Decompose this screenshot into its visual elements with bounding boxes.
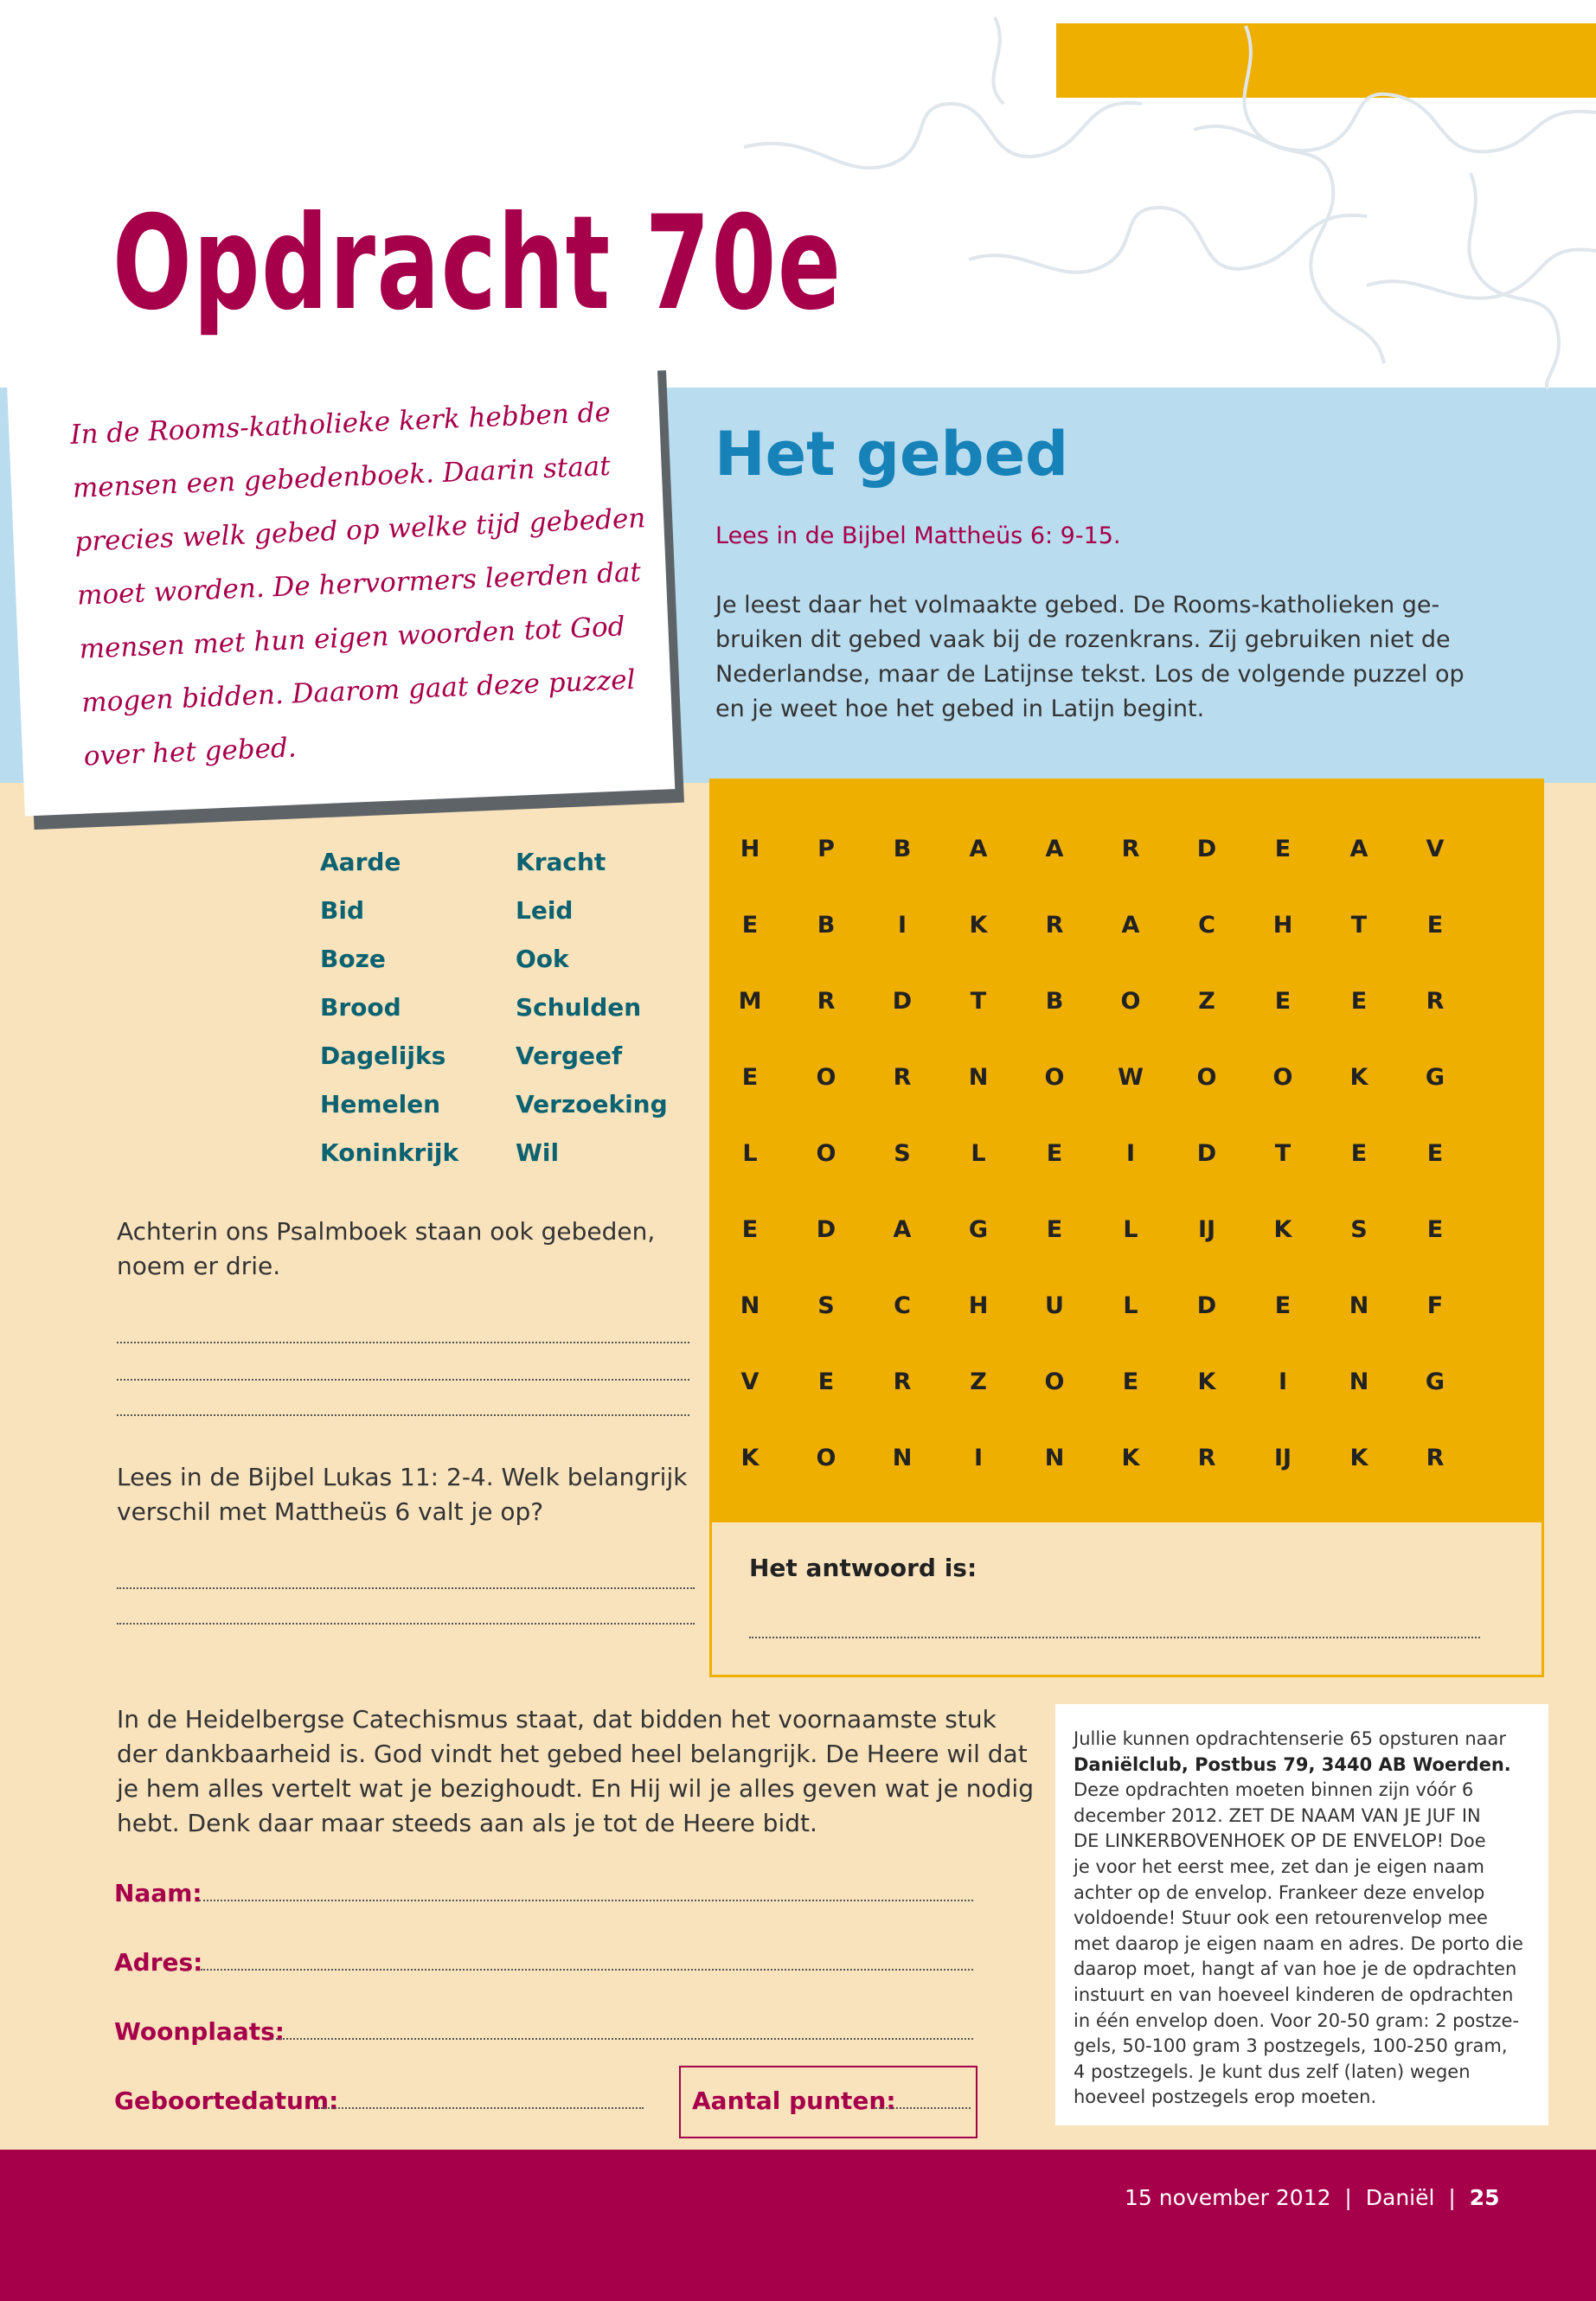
grid-cell[interactable]: S [1350,1216,1368,1243]
grid-cell[interactable]: R [893,1064,912,1091]
footer-bar [0,2150,1596,2301]
question-line: Lees in de Bijbel Lukas 11: 2-4. Welk belangrijk [117,1463,688,1491]
info-line: instuurt en van hoeveel kinderen de opdrachten [1074,1984,1514,2005]
page-number: 25 [1469,2185,1500,2210]
grid-cell[interactable]: D [1196,836,1217,862]
note-text [69,383,682,784]
grid-cell[interactable]: D [816,1216,836,1243]
grid-cell[interactable]: E [1274,1292,1292,1319]
word-list-item: Dagelijks [320,1042,446,1070]
word-list-item: Aarde [320,848,401,876]
info-line: Jullie kunnen opdrachtenserie 65 opsturen naar [1074,1728,1507,1749]
grid-cell[interactable]: I [1125,1140,1136,1167]
grid-cell[interactable]: R [1197,1445,1216,1471]
grid-cell[interactable]: E [1274,836,1292,862]
grid-cell[interactable]: G [968,1216,989,1243]
closing-line: je hem alles vertelt wat je bezighoudt. En Hij wil je alles geven wat je nodig [117,1774,1034,1803]
section-title: Het gebed [715,419,1069,490]
question-line: noem er drie. [117,1252,281,1280]
grid-cell[interactable]: E [1046,1140,1063,1167]
info-line: voldoende! Stuur ook een retourenvelop mee [1074,1907,1488,1929]
answer-line-5[interactable] [117,1623,695,1625]
grid-cell[interactable]: G [1425,1064,1445,1091]
info-line: in één envelop doen. Voor 20-50 gram: 2 postze- [1074,2009,1520,2031]
grid-cell[interactable]: T [970,988,987,1015]
grid-cell[interactable]: Z [970,1368,987,1395]
grid-cell[interactable]: K [1197,1368,1216,1395]
grid-cell[interactable]: N [1349,1368,1369,1395]
grid-cell[interactable]: O [1272,1064,1293,1091]
answer-line-2[interactable] [117,1379,689,1381]
grid-cell[interactable]: N [968,1064,989,1091]
grid-cell[interactable]: O [816,1445,836,1471]
answer-label: Het antwoord is: [749,1554,977,1582]
note-line: moet worden. De hervormers leerden dat [76,556,642,612]
note-line: In de Rooms-katholieke kerk hebben de [69,396,612,451]
grid-cell[interactable]: U [1045,1292,1064,1319]
grid-cell[interactable]: R [1426,1445,1445,1471]
bible-reference: Lees in de Bijbel Mattheüs 6: 9-15. [715,522,1121,549]
grid-cell[interactable]: H [968,1292,989,1319]
grid-cell[interactable]: I [973,1445,984,1471]
name-label: Naam: [114,1879,202,1907]
grid-cell[interactable]: B [817,912,836,939]
grid-cell[interactable]: V [1426,836,1445,862]
answer-input-line[interactable] [749,1637,1480,1638]
word-list-item: Koninkrijk [320,1138,459,1167]
grid-cell[interactable]: L [971,1140,986,1167]
grid-cell[interactable]: A [969,836,988,862]
footer-separator: | [1441,2185,1463,2210]
word-list-item: Vergeef [516,1042,623,1070]
points-field[interactable] [875,2107,971,2109]
city-label: Woonplaats: [114,2017,285,2046]
grid-cell[interactable]: N [1349,1292,1369,1319]
grid-cell[interactable]: N [892,1445,913,1471]
intro-line: en je weet hoe het gebed in Latijn begint. [715,695,1205,722]
grid-cell[interactable]: R [1045,912,1064,939]
word-list-item: Boze [320,945,386,973]
grid-cell[interactable]: D [1196,1292,1217,1319]
footer-separator: | [1337,2185,1359,2210]
grid-cell[interactable]: C [1198,912,1215,939]
note-line: over het gebed. [83,732,298,772]
intro-line: bruiken dit gebed vaak bij de rozenkrans. Zij gebruiken niet de [715,626,1451,653]
grid-cell[interactable]: E [1426,1216,1444,1243]
note-line: precies welk gebed op welke tijd gebeden [74,503,646,558]
word-list-item: Hemelen [320,1090,441,1118]
address-label: Adres: [114,1948,203,1977]
grid-cell[interactable]: O [1120,988,1141,1015]
birthdate-label: Geboortedatum: [114,2086,339,2115]
word-list-item: Kracht [516,848,606,876]
info-address [1074,1753,1536,1779]
closing-line: In de Heidelbergse Catechismus staat, dat bidden het voornaamste stuk [117,1705,997,1734]
grid-cell[interactable]: I [897,912,907,939]
info-line: DE LINKERBOVENHOEK OP DE ENVELOP! Doe [1074,1830,1486,1852]
grid-cell[interactable]: E [1426,912,1444,939]
grid-cell[interactable]: C [894,1292,911,1319]
info-line: met daarop je eigen naam en adres. De porto die [1074,1932,1523,1954]
grid-cell[interactable]: L [1123,1292,1138,1319]
question-luke [117,1460,714,1529]
grid-cell[interactable]: T [1350,912,1368,939]
grid-cell[interactable]: A [1045,836,1064,862]
word-list-item: Verzoeking [516,1090,668,1118]
info-line: gels, 50-100 gram 3 postzegels, 100-250 gram, [1074,2035,1508,2057]
puzzle-pattern-decoration [709,0,1596,389]
info-address-text: Daniëlclub, Postbus 79, 3440 AB Woerden. [1074,1753,1511,1775]
question-line: Achterin ons Psalmboek staan ook gebeden, [117,1217,656,1246]
grid-cell[interactable]: E [741,1216,759,1243]
grid-cell[interactable]: O [816,1064,836,1091]
answer-line-3[interactable] [117,1414,689,1416]
grid-cell[interactable]: IJ [1197,1216,1216,1243]
grid-cell[interactable]: E [1274,988,1292,1015]
grid-cell[interactable]: O [1196,1064,1217,1091]
info-line: hoeveel postzegels erop moeten. [1074,2086,1377,2108]
note-line: mensen een gebedenboek. Daarin staat [72,450,612,504]
address-field[interactable] [201,1969,973,1971]
grid-cell[interactable]: M [738,988,762,1015]
info-line: je voor het eerst mee, zet dan je eigen naam [1074,1856,1484,1877]
name-field[interactable] [199,1900,973,1901]
grid-cell[interactable]: E [1426,1140,1444,1167]
closing-text [117,1702,1034,1841]
grid-cell[interactable]: K [1349,1064,1368,1091]
grid-cell[interactable]: Z [1198,988,1215,1015]
grid-cell[interactable]: I [1278,1368,1288,1395]
info-line: december 2012. ZET DE NAAM VAN JE JUF IN [1074,1804,1481,1826]
word-list-item: Ook [516,945,569,973]
grid-cell[interactable]: D [1196,1140,1217,1167]
answer-line-1[interactable] [117,1342,689,1343]
info-line: Deze opdrachten moeten binnen zijn vóór 6 [1074,1779,1474,1801]
note-line: mensen met hun eigen woorden tot God [78,611,626,665]
grid-cell[interactable]: D [892,988,913,1015]
grid-cell[interactable]: T [1274,1140,1292,1167]
word-list-item: Brood [320,993,401,1022]
grid-cell[interactable]: K [740,1445,760,1471]
answer-line-4[interactable] [117,1587,695,1589]
city-field[interactable] [272,2038,973,2040]
grid-cell[interactable]: E [741,912,759,939]
grid-cell[interactable]: R [817,988,836,1015]
footer-text [1125,2185,1500,2210]
grid-cell[interactable]: O [816,1140,836,1167]
grid-cell[interactable]: K [1273,1216,1292,1243]
birthdate-field[interactable] [318,2107,644,2109]
grid-cell[interactable]: O [1044,1064,1065,1091]
grid-cell[interactable]: A [1349,836,1368,862]
grid-cell[interactable]: F [1426,1292,1444,1319]
grid-cell[interactable]: G [1425,1368,1445,1395]
grid-cell[interactable]: B [1045,988,1064,1015]
question-psalms [117,1215,705,1284]
grid-cell[interactable]: R [1426,988,1445,1015]
grid-cell[interactable]: K [1121,1445,1140,1471]
grid-cell[interactable]: E [1046,1216,1063,1243]
grid-cell[interactable]: N [740,1292,760,1319]
grid-cell[interactable]: K [1349,1445,1368,1471]
page-title: Opdracht 70e [112,189,843,339]
grid-cell[interactable]: A [1121,912,1140,939]
note-line: mogen bidden. Daarom gaat deze puzzel [80,663,637,719]
intro-line: Je leest daar het volmaakte gebed. De Rooms-katholieken ge- [715,592,1440,619]
grid-cell[interactable]: H [740,836,760,862]
grid-cell[interactable]: E [741,1064,759,1091]
grid-cell[interactable]: H [1272,912,1293,939]
grid-cell[interactable]: P [817,836,835,862]
grid-cell[interactable]: E [1350,988,1368,1015]
intro-text [715,588,1511,727]
grid-cell[interactable]: S [894,1140,911,1167]
info-line: achter op de envelop. Frankeer deze envelop [1074,1881,1485,1903]
grid-cell[interactable]: W [1118,1064,1144,1091]
grid-cell[interactable]: R [1121,836,1140,862]
grid-cell[interactable]: E [1350,1140,1368,1167]
grid-cell[interactable]: B [893,836,912,862]
grid-cell[interactable]: R [893,1368,912,1395]
word-list-item: Bid [320,896,364,925]
answer-box [709,1520,1544,1677]
grid-cell[interactable]: L [1123,1216,1138,1243]
grid-cell[interactable]: K [969,912,988,939]
footer-date: 15 november 2012 [1125,2185,1331,2210]
intro-line: Nederlandse, maar de Latijnse tekst. Los de volgende puzzel op [715,661,1465,688]
grid-cell[interactable]: S [817,1292,835,1319]
footer-magazine: Daniël [1365,2185,1435,2210]
word-list-item: Leid [516,896,574,925]
word-list-item: Wil [516,1138,560,1167]
grid-cell[interactable]: N [1044,1445,1065,1471]
grid-cell[interactable]: A [893,1216,912,1243]
grid-cell[interactable]: L [742,1140,758,1167]
closing-line: der dankbaarheid is. God vindt het gebed heel belangrijk. De Heere wil dat [117,1740,1028,1768]
grid-cell[interactable]: IJ [1273,1445,1292,1471]
word-list-item: Schulden [516,993,642,1022]
info-text [1074,1727,1536,2111]
info-line: 4 postzegels. Je kunt dus zelf (laten) wegen [1074,2061,1471,2082]
grid-cell[interactable]: E [817,1368,835,1395]
closing-line: hebt. Denk daar maar steeds aan als je tot de Heere bidt. [117,1809,817,1837]
question-line: verschil met Mattheüs 6 valt je op? [117,1497,544,1526]
grid-cell[interactable]: V [740,1368,760,1395]
grid-cell[interactable]: O [1044,1368,1065,1395]
grid-cell[interactable]: E [1122,1368,1139,1395]
points-label: Aantal punten: [692,2086,896,2115]
info-line: daarop moet, hangt af van hoe je de opdrachten [1074,1958,1517,1980]
